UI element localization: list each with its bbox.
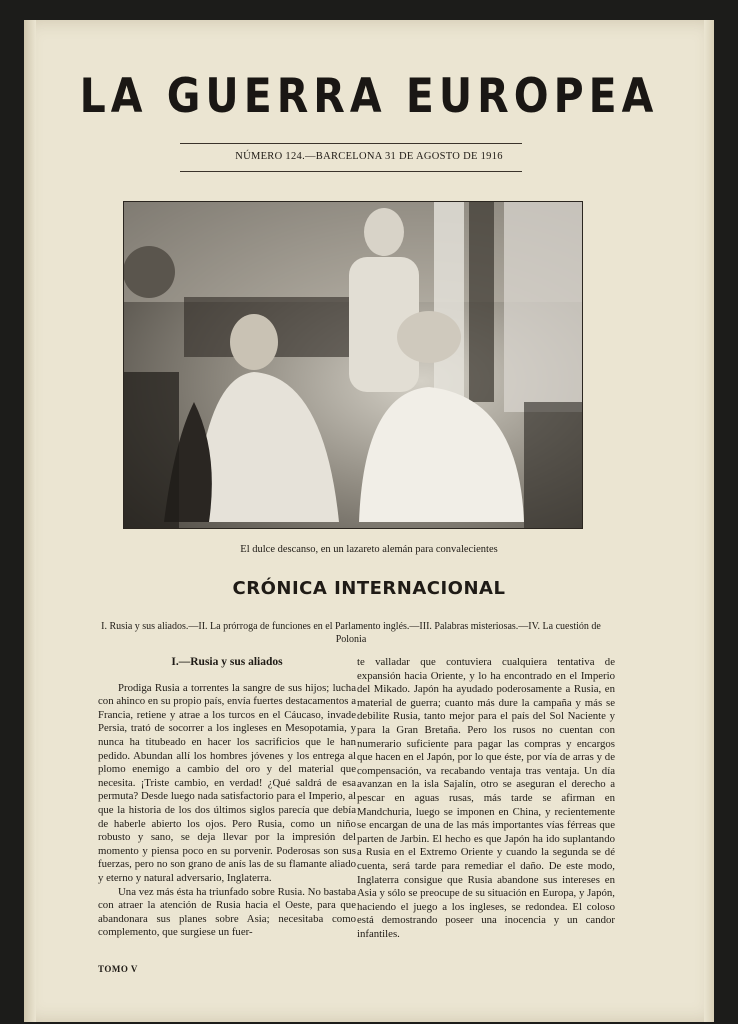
section-summary: I. Rusia y sus aliados.—II. La prórroga de funciones en el Parlamento inglés.—III. Palabras misteriosas.—IV. La cuestión de Polonia — [101, 621, 601, 645]
page-binding-edge — [24, 20, 36, 1022]
photo-caption: El dulce descanso, en un lazareto alemán para convalecientes — [240, 544, 498, 555]
article-paragraph: Prodiga Rusia a torrentes la sangre de sus hijos; lucha con ahinco en su propio país, envía fuertes destacamentos a Francia, retiene y atrae a los turcos en el Cáucaso, invade Persia, trató de socorrer a los ingleses en Mesopotamia, y nunca ha titubeado en hacer los sacrificios que le han pedido. Abundan allí los hombres jóvenes y los entrega al plomo enemigo a cambio del oro y del material que necesita. ¡Triste cambio, en verdad! ¿Qué saldrá de esa permuta? Desde luego nada satisfactorio para el Imperio, al que la historia de los dos últimos siglos parecía que debía de haberle abierto los ojos. Pero Rusia, como un niño robusto y sano, se deja llevar por la impresión del momento y piensa poco en su porvenir. Poderosas son sus fuerzas, pero no son grano de anís las de su flamante aliado y eterno y natural adversario, Inglaterra. — [98, 681, 356, 884]
article-column-right — [357, 656, 615, 941]
article-subheading: I.—Rusia y sus aliados — [171, 656, 283, 668]
volume-footer: TOMO V — [98, 964, 138, 974]
article-paragraph: te valladar que contuviera cualquiera tentativa de expansión hacia Oriente, y lo ha encontrado en el Imperio del Mikado. Japón ha ayudado poderosamente a Rusia, en material de guerra; cuanto más dure la campaña y más se debilite Rusia, tanto mejor para el país del Sol Naciente y para la Gran Bretaña. Pero los rusos no cuentan con numerario suficiente para pagar las compras y encargos que hacen en el Japón, por lo que éste, por vía de arras y de compensación, va recabando ventaja tras ventaja. Un día avanzan en la isla Sajalín, otro se aseguran el derecho a pescar en aguas rusas, más tarde se afirman en Mandchuria, luego se imponen en China, y recientemente se encargan de una de las más importantes vías férreas que parten de Jarbin. El hecho es que Japón ha ido suplantando a Rusia en el Extremo Oriente y cuando la segunda se dé cuenta, será tarde para remediar el daño. De este modo, Inglaterra consigue que Rusia abandone sus intereses en Asia y sólo se preocupe de su situación en Europa, y Japón, haciendo el juego a los ingleses, se redondea. El coloso está demostrando poseer una inocencia y un candor infantiles. — [357, 656, 615, 940]
masthead-title: LA GUERRA EUROPEA — [79, 68, 659, 124]
issue-line: NÚMERO 124.—BARCELONA 31 DE AGOSTO DE 1916 — [235, 151, 503, 162]
page-right-edge — [704, 20, 714, 1022]
article-paragraph: Una vez más ésta ha triunfado sobre Rusia. No bastaba con atraer la atención de Rusia hacia el Oeste, para que abandonara sus planes sobre Asia; necesitaba como complemento, que surgiese un fuer- — [98, 885, 356, 939]
magazine-page — [24, 20, 714, 1022]
photograph — [123, 201, 583, 529]
top-rule — [180, 143, 522, 144]
photo-illustration — [124, 202, 582, 528]
article-column-left — [98, 656, 356, 940]
section-title: CRÓNICA INTERNACIONAL — [232, 578, 506, 599]
bottom-rule — [180, 171, 522, 172]
